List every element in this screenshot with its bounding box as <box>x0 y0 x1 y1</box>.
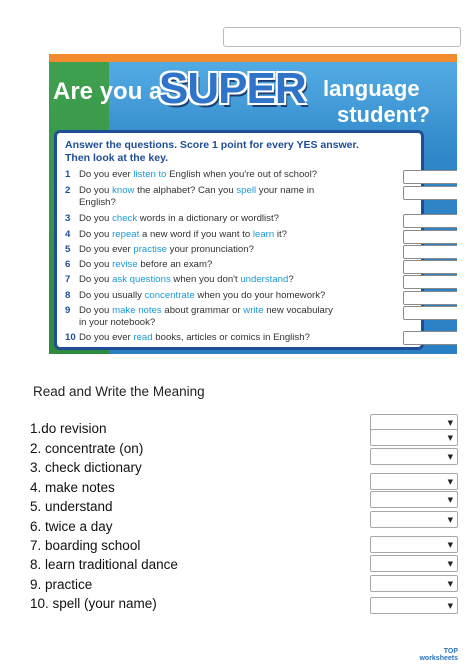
question-number: 3 <box>65 213 71 224</box>
answer-dropdown-7[interactable] <box>370 536 458 553</box>
question-text: Do you <box>79 305 113 316</box>
exercise-item-5: 5. understand <box>30 499 113 514</box>
footer-logo-line2: worksheets <box>419 655 458 662</box>
question-text: Do you ever <box>79 332 134 343</box>
question-text: Do you <box>79 259 113 270</box>
answer-box-8[interactable] <box>403 291 457 305</box>
answer-box-1[interactable] <box>403 170 457 184</box>
answer-dropdown-4[interactable] <box>370 473 458 490</box>
chevron-down-icon: ▼ <box>447 560 453 568</box>
question-text: ? <box>288 274 294 285</box>
title-super: SUPER <box>159 64 306 113</box>
instructions <box>65 139 405 165</box>
question-number: 2 <box>65 185 71 196</box>
question-keyword: revise <box>112 259 138 270</box>
question-text: before an exam? <box>137 259 213 270</box>
question-keyword: practise <box>133 244 167 255</box>
banner-orange-stripe <box>49 54 457 62</box>
question-text: Do you <box>79 274 113 285</box>
quiz-banner-image <box>49 54 457 354</box>
question-text: Do you <box>79 213 113 224</box>
chevron-down-icon: ▼ <box>447 419 453 427</box>
question-text: when you do your homework? <box>194 290 326 301</box>
exercise-item-4: 4. make notes <box>30 480 115 495</box>
question-text: new vocabulary <box>263 305 333 316</box>
question-text: Do you ever <box>79 244 134 255</box>
question-5 <box>65 244 385 256</box>
exercise-item-8: 8. learn traditional dance <box>30 557 178 572</box>
question-6 <box>65 259 385 271</box>
question-number: 9 <box>65 305 71 316</box>
question-number: 8 <box>65 290 71 301</box>
question-keyword: ask questions <box>112 274 171 285</box>
question-keyword: concentrate <box>144 290 195 301</box>
question-4 <box>65 229 385 241</box>
exercise-item-6: 6. twice a day <box>30 519 113 534</box>
question-text: about grammar or <box>161 305 244 316</box>
chevron-down-icon: ▼ <box>447 516 453 524</box>
chevron-down-icon: ▼ <box>447 434 453 442</box>
question-number: 5 <box>65 244 71 255</box>
answer-box-10[interactable] <box>403 331 457 345</box>
exercise-item-9: 9. practice <box>30 577 93 592</box>
question-number: 7 <box>65 274 71 285</box>
question-text: Do you ever <box>79 169 134 180</box>
answer-box-6[interactable] <box>403 260 457 274</box>
question-number: 4 <box>65 229 71 240</box>
question-keyword: listen to <box>133 169 167 180</box>
instructions-line1: Answer the questions. Score 1 point for every YES answer. <box>65 139 359 151</box>
question-keyword: read <box>133 332 153 343</box>
question-keyword: understand <box>240 274 289 285</box>
question-number: 10 <box>65 332 76 343</box>
question-number: 1 <box>65 169 71 180</box>
question-1 <box>65 169 385 181</box>
question-keyword: spell <box>236 185 257 196</box>
title-part2: language <box>323 76 420 101</box>
chevron-down-icon: ▼ <box>447 602 453 610</box>
name-input[interactable] <box>223 27 461 47</box>
answer-dropdown-3[interactable] <box>370 448 458 465</box>
question-text: English when you're out of school? <box>166 169 318 180</box>
answer-dropdown-6[interactable] <box>370 511 458 528</box>
quiz-title <box>49 64 457 139</box>
answer-dropdown-8[interactable] <box>370 555 458 572</box>
chevron-down-icon: ▼ <box>447 496 453 504</box>
question-10 <box>65 332 385 344</box>
chevron-down-icon: ▼ <box>447 541 453 549</box>
answer-box-4[interactable] <box>403 230 457 244</box>
question-text: when you don't <box>170 274 241 285</box>
question-text: a new word if you want to <box>139 229 253 240</box>
question-text-continued: English? <box>79 196 116 208</box>
question-text: it? <box>274 229 288 240</box>
questions-panel <box>54 130 424 350</box>
title-part1: Are you a <box>53 78 163 105</box>
title-part3: student? <box>337 102 430 127</box>
question-text: your pronunciation? <box>167 244 254 255</box>
question-text: Do you usually <box>79 290 145 301</box>
question-9 <box>65 305 385 328</box>
question-keyword: make notes <box>112 305 162 316</box>
chevron-down-icon: ▼ <box>447 580 453 588</box>
question-keyword: check <box>112 213 138 224</box>
answer-box-2[interactable] <box>403 186 457 200</box>
exercise-item-7: 7. boarding school <box>30 538 141 553</box>
answer-dropdown-9[interactable] <box>370 575 458 592</box>
question-3 <box>65 213 385 225</box>
question-8 <box>65 290 385 302</box>
answer-box-5[interactable] <box>403 245 457 259</box>
question-keyword: write <box>243 305 264 316</box>
question-2 <box>65 185 385 208</box>
question-number: 6 <box>65 259 71 270</box>
exercise-item-10: 10. spell (your name) <box>30 596 157 611</box>
question-7 <box>65 274 385 286</box>
answer-box-7[interactable] <box>403 275 457 289</box>
exercise-item-1: 1.do revision <box>30 421 107 436</box>
question-text: the alphabet? Can you <box>134 185 237 196</box>
answer-dropdown-10[interactable] <box>370 597 458 614</box>
chevron-down-icon: ▼ <box>447 478 453 486</box>
footer-logo <box>398 648 458 662</box>
answer-dropdown-5[interactable] <box>370 491 458 508</box>
answer-box-9[interactable] <box>403 306 457 320</box>
question-keyword: repeat <box>112 229 140 240</box>
question-text: Do you <box>79 185 113 196</box>
answer-box-3[interactable] <box>403 214 457 228</box>
question-keyword: learn <box>252 229 275 240</box>
footer-logo-line1: TOP <box>443 648 458 655</box>
exercise-heading: Read and Write the Meaning <box>33 384 205 399</box>
question-text: Do you <box>79 229 113 240</box>
question-text: books, articles or comics in English? <box>152 332 310 343</box>
exercise-item-2: 2. concentrate (on) <box>30 441 144 456</box>
question-text: words in a dictionary or wordlist? <box>137 213 279 224</box>
answer-dropdown-2[interactable] <box>370 429 458 446</box>
exercise-item-3: 3. check dictionary <box>30 460 142 475</box>
instructions-line2: Then look at the key. <box>65 152 169 164</box>
question-keyword: know <box>112 185 135 196</box>
chevron-down-icon: ▼ <box>447 453 453 461</box>
question-text-continued: in your notebook? <box>79 316 156 328</box>
question-text: your name in <box>256 185 315 196</box>
